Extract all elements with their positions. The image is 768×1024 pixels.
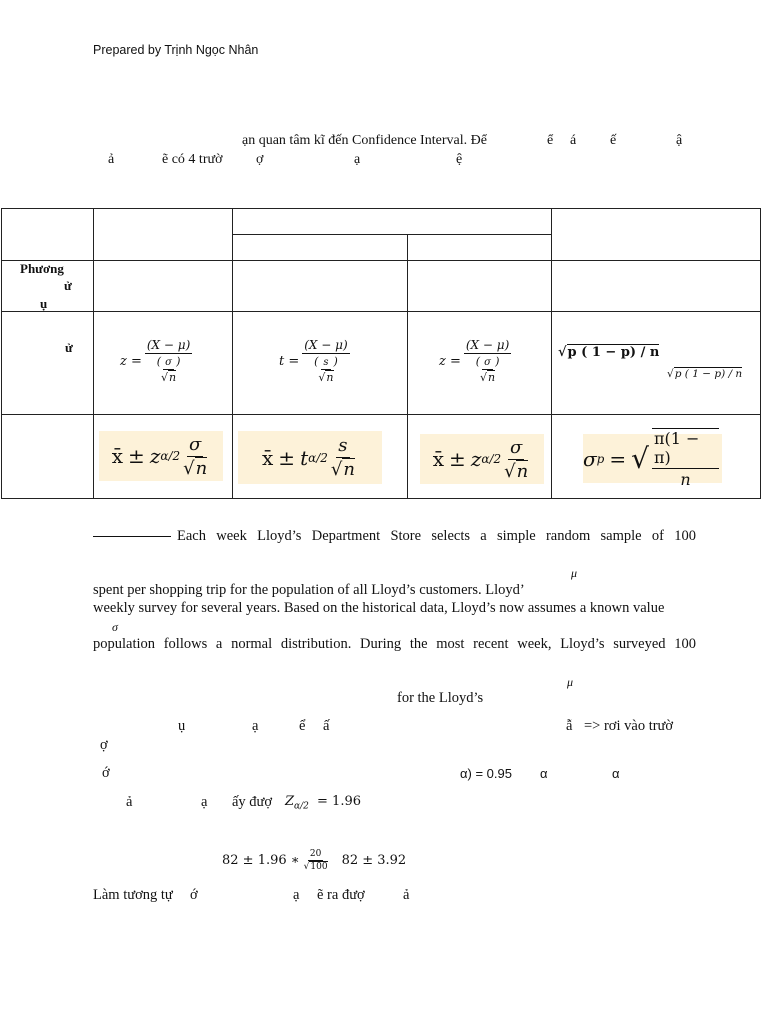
solution-fragment: => rơi vào trườ — [584, 718, 674, 734]
formula-numerator: (X − μ) — [465, 338, 510, 352]
solution-fragment: ẫ — [566, 718, 573, 734]
ci-denominator: n — [516, 460, 529, 482]
proportion-se-formula: √p ( 1 − p) / n — [558, 345, 660, 360]
closing-fragment: ẽ ra đượ — [317, 887, 365, 903]
ci-numerator: s — [338, 435, 348, 456]
ci-fraction: $\frac{\sigma}{√n}$ — [183, 433, 208, 479]
example-line-1 — [93, 528, 696, 545]
table-border — [551, 208, 552, 499]
ci-numerator: σ — [510, 436, 523, 458]
solution-fragment: ấy đượ — [232, 794, 273, 810]
ci-fraction: $\frac{\sigma}{√n}$ — [504, 436, 529, 482]
p-subscript: p — [596, 451, 605, 466]
intro-text-fragment: ợ — [256, 152, 264, 167]
critical-z-value — [285, 794, 361, 812]
ci-denominator: n — [343, 459, 355, 480]
xbar-symbol: x̄ — [262, 445, 274, 470]
formula-lhs: z = — [439, 353, 461, 369]
proportion-se-radicand: p ( 1 − p) / n — [674, 368, 743, 380]
sigma-p-symbol: σ — [583, 446, 597, 471]
table-border — [1, 260, 761, 261]
formula-denominator: ( $\frac{\sigma}{√n}$ ) — [475, 355, 500, 384]
closing-line: Làm tương tự — [93, 887, 173, 903]
table-border — [1, 208, 2, 499]
example-line-4: weekly survey for several years. Based on the historical data, Lloyd’s now assumes a known value — [93, 600, 665, 616]
z-statistic-formula — [120, 338, 195, 384]
table-border — [93, 208, 94, 499]
proportion-se-radicand: p ( 1 − p) / n — [567, 345, 660, 360]
formula-numerator: (X − μ) — [304, 338, 348, 352]
solution-fragment: ả — [126, 794, 133, 810]
sample-size: n — [488, 371, 496, 384]
interval-calculation — [222, 849, 406, 872]
calc-fraction: $\frac{20}{√100}$ — [303, 849, 328, 872]
proportion-se-formula-small: √p ( 1 − p) / n — [667, 368, 743, 380]
example-line-5: population follows a normal distribution. During the most recent week, Lloyd’s surveyed 100 — [93, 636, 696, 652]
xbar-symbol: x̄ — [432, 447, 445, 471]
xbar-symbol: x̄ — [111, 444, 124, 468]
intro-text-fragment: ế — [610, 133, 617, 148]
intro-text-line1: ạn quan tâm kĩ đến Confidence Interval. Để — [242, 133, 487, 148]
alpha-subscript: α/2 — [308, 450, 328, 465]
alpha-symbol: α — [612, 766, 620, 781]
critical-value: t — [300, 445, 309, 470]
ci-denominator: n — [195, 457, 208, 479]
calc-numerator: 20 — [309, 849, 322, 859]
ci-formula-z-large-sample — [420, 434, 544, 484]
row-label-variance: Phương — [20, 261, 64, 276]
alpha-subscript: α/2 — [481, 452, 502, 466]
ci-numerator: σ — [189, 433, 202, 455]
plus-minus: ± — [278, 445, 296, 470]
intro-text-line2: ẽ có 4 trườ — [162, 152, 223, 167]
plus-minus: ± — [449, 447, 466, 471]
formula-lhs: z = — [120, 353, 142, 369]
solution-fragment: ấ — [323, 718, 330, 734]
table-border — [760, 208, 761, 499]
closing-fragment: ớ — [190, 887, 198, 903]
sample-size: n — [326, 371, 334, 384]
sigma-symbol: σ — [112, 620, 118, 634]
solution-fragment: ụ — [178, 718, 186, 734]
solution-fragment: ợ — [100, 737, 108, 753]
example-line-3: spent per shopping trip for the population of all Lloyd’s customers. Lloyd’ — [93, 582, 525, 598]
table-border — [232, 208, 233, 499]
ci-formula-t — [238, 431, 382, 484]
critical-value: z — [470, 447, 482, 471]
closing-fragment: ả — [403, 887, 410, 903]
calc-result: 82 ± 3.92 — [341, 853, 407, 868]
z-value: = 1.96 — [317, 794, 362, 809]
formula-denominator: ( $\frac{s}{√n}$ ) — [314, 355, 338, 384]
example-number-blank — [93, 536, 171, 537]
example-line-6: for the Lloyd’s — [397, 690, 484, 706]
plus-minus: ± — [128, 444, 145, 468]
prepared-by-header: Prepared by Trịnh Ngọc Nhân — [93, 43, 259, 57]
example-text: Each week Lloyd’s Department Store selects a simple random sample of 100 — [177, 528, 696, 544]
sample-size: n — [169, 371, 177, 384]
ci-formula-z-known-sigma — [99, 431, 223, 481]
sigma-symbol: σ — [484, 357, 491, 368]
table-border — [1, 208, 761, 209]
confidence-level-text: α) = 0.95 — [460, 766, 512, 781]
sigma-symbol: σ — [165, 357, 172, 368]
formula-fraction — [145, 338, 192, 384]
ci-denominator: n — [680, 470, 691, 489]
t-statistic-formula — [279, 338, 353, 384]
table-border — [232, 234, 551, 235]
solution-fragment: ể — [299, 718, 306, 734]
z-statistic-formula — [439, 338, 514, 384]
solution-fragment: ạ — [201, 794, 208, 810]
solution-fragment: ớ — [102, 765, 110, 781]
formula-fraction — [302, 338, 349, 384]
ci-fraction: $\frac{s}{√n}$ — [330, 435, 355, 480]
intro-text-fragment: ạ — [354, 152, 361, 167]
calc-denominator: 100 — [310, 862, 328, 872]
table-border — [1, 498, 761, 499]
row-label-statistic: ử — [65, 340, 73, 355]
intro-text-fragment: á — [570, 133, 577, 148]
formula-numerator: (X − μ) — [146, 338, 191, 352]
closing-fragment: ạ — [293, 887, 300, 903]
solution-fragment: ạ — [252, 718, 259, 734]
intro-text-fragment: ệ — [456, 152, 463, 167]
table-border — [1, 414, 761, 415]
alpha-subscript: α/2 — [160, 449, 181, 463]
formula-denominator: ( $\frac{\sigma}{√n}$ ) — [156, 355, 181, 384]
ci-fraction — [652, 428, 719, 489]
alpha-symbol: α — [540, 766, 548, 781]
formula-fraction — [464, 338, 511, 384]
intro-text-fragment: ả — [108, 152, 115, 167]
equals-sign: = — [609, 446, 627, 471]
ci-formula-proportion: σ p = √ $\frac{\pi(1 - \pi)}{n}$ — [583, 434, 722, 483]
intro-text-fragment: ể — [547, 133, 554, 148]
s-symbol: s — [323, 357, 329, 368]
table-border — [407, 234, 408, 499]
calc-lhs: 82 ± 1.96 ∗ — [222, 853, 300, 868]
table-border — [1, 311, 761, 312]
alpha-subscript: α/2 — [294, 801, 309, 812]
z-symbol: Z — [285, 794, 295, 809]
intro-text-fragment: ậ — [676, 133, 683, 148]
row-label-variance-fragment: ụ — [40, 296, 48, 311]
critical-value: z — [149, 444, 161, 468]
ci-numerator: π(1 − π) — [652, 428, 719, 469]
row-label-variance-fragment: ử — [64, 278, 72, 293]
mu-symbol: μ — [571, 566, 578, 580]
formula-lhs: t = — [279, 353, 300, 369]
mu-symbol: μ — [567, 675, 574, 689]
